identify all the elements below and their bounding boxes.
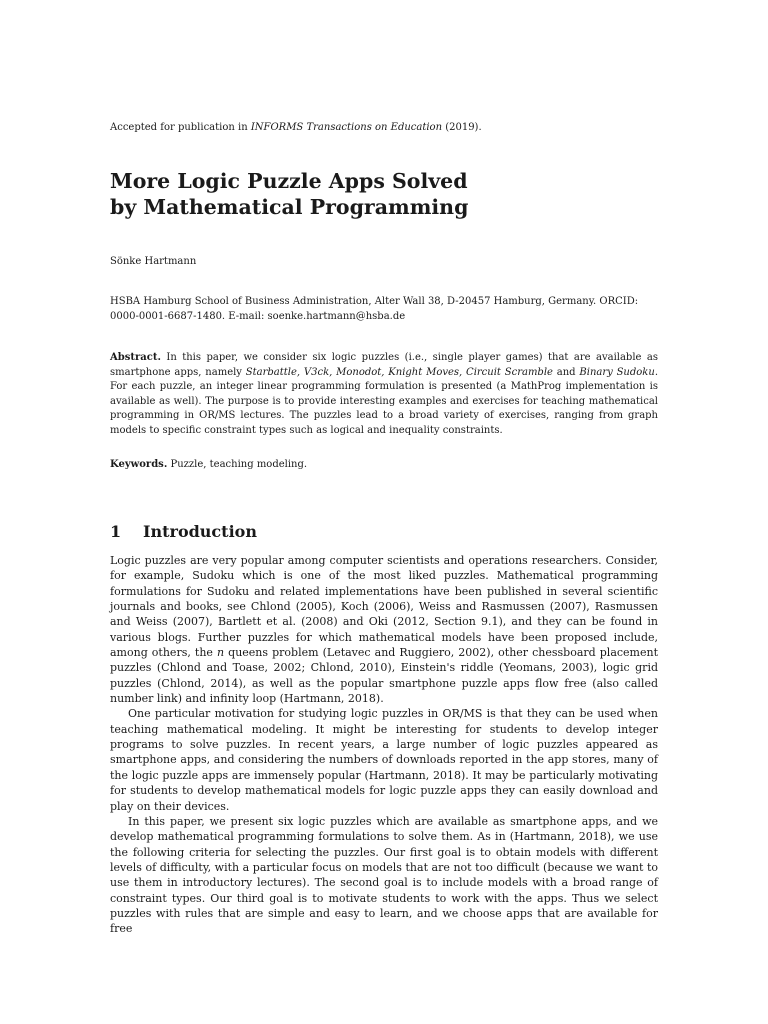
accepted-prefix: Accepted for publication in [110,122,251,133]
section-number: 1 [110,522,122,541]
author-name: Sönke Hartmann [110,256,197,267]
abstract-text-2: . For each puzzle, an integer linear programming formulation is presented (a MathProg implementation is available as well). The purpose is to provide interesting examples and exercises for teaching mathematical programming in OR/MS lectures. The puzzles lead to a broad variety of exercises, ranging from graph models to specific constraint types such as logical and inequality constraints. [110,366,658,436]
abstract-label: Abstract. [110,352,161,363]
paragraph-1-part-a: Logic puzzles are very popular among computer scientists and operations researchers. Consider, for example, Sudoku which is one of the most liked puzzles. Mathematical programming formulations for Sudoku and related implementations have been published in several scientific journals and books, see Chlond (2005), Koch (2006), Weiss and Rasmussen (2007), Rasmussen and Weiss (2007), Bartlett et al. (2008) and Oki (2012, Section 9.1), and they can be found in various blogs. Further puzzles for which mathematical models have been proposed include, among others, the [110,554,658,660]
paragraph-1 [110,553,658,706]
accepted-suffix: (2019). [442,122,482,133]
affiliation: HSBA Hamburg School of Business Administration, Alter Wall 38, D-20457 Hamburg, Germany. ORCID: 0000-0001-6687-1480. E-mail: soenke.hartmann@hsba.de [110,296,639,322]
title-line-2: by Mathematical Programming [110,195,469,219]
journal-name: INFORMS Transactions on Education [250,122,443,133]
paragraph-3: In this paper, we present six logic puzzles which are available as smartphone apps, and we develop mathematical programming formulations to solve them. As in (Hartmann, 2018), we use the following criteria for selecting the puzzles. Our first goal is to obtain models with different levels of difficulty, with a particular focus on models that are not too difficult (because we want to use them in introductory lectures). The second goal is to include models with a broad range of constraint types. Our third goal is to motivate students to work with the apps. Thus we select puzzles with rules that are simple and easy to learn, and we choose apps that are available for free [110,814,658,936]
paragraph-2: One particular motivation for studying logic puzzles in OR/MS is that they can be used when teaching mathematical modeling. It might be interesting for students to develop integer programs to solve puzzles. In recent years, a large number of logic puzzles appeared as smartphone apps, and considering the numbers of downloads reported in the app stores, many of the logic puzzle apps are immensely popular (Hartmann, 2018). It may be particularly motivating for students to develop mathematical models for logic puzzle apps they can easily download and play on their devices. [110,707,658,813]
paragraph-1-variable: n [217,646,225,660]
abstract-text-1: In this paper, we consider six logic puzzles (i.e., single player games) that are available as smartphone apps, namely [110,352,658,378]
keywords [110,458,658,472]
keywords-label: Keywords. [110,459,168,470]
keywords-text: Puzzle, teaching modeling. [167,459,308,470]
section-body [110,553,658,937]
abstract-apps-1: Starbattle, V3ck, Monodot, Knight Moves, Circuit Scramble [245,366,553,378]
paragraph-1-part-b: queens problem (Letavec and Ruggiero, 2002), other chessboard placement puzzles (Chlond and Toase, 2002; Chlond, 2010), Einstein's riddle (Yeomans, 2003), logic grid puzzles (Chlond, 2014), as well as the popular smartphone puzzle apps flow free (also called number link) and infinity loop (Hartmann, 2018). [110,646,658,706]
abstract [110,351,658,439]
paper-title [110,168,658,220]
title-line-1: More Logic Puzzle Apps Solved [110,169,468,193]
section-heading [110,521,658,543]
publication-note [110,121,658,135]
abstract-and: and [552,366,580,378]
section-title: Introduction [143,522,257,541]
abstract-apps-2: Binary Sudoku [579,366,655,378]
